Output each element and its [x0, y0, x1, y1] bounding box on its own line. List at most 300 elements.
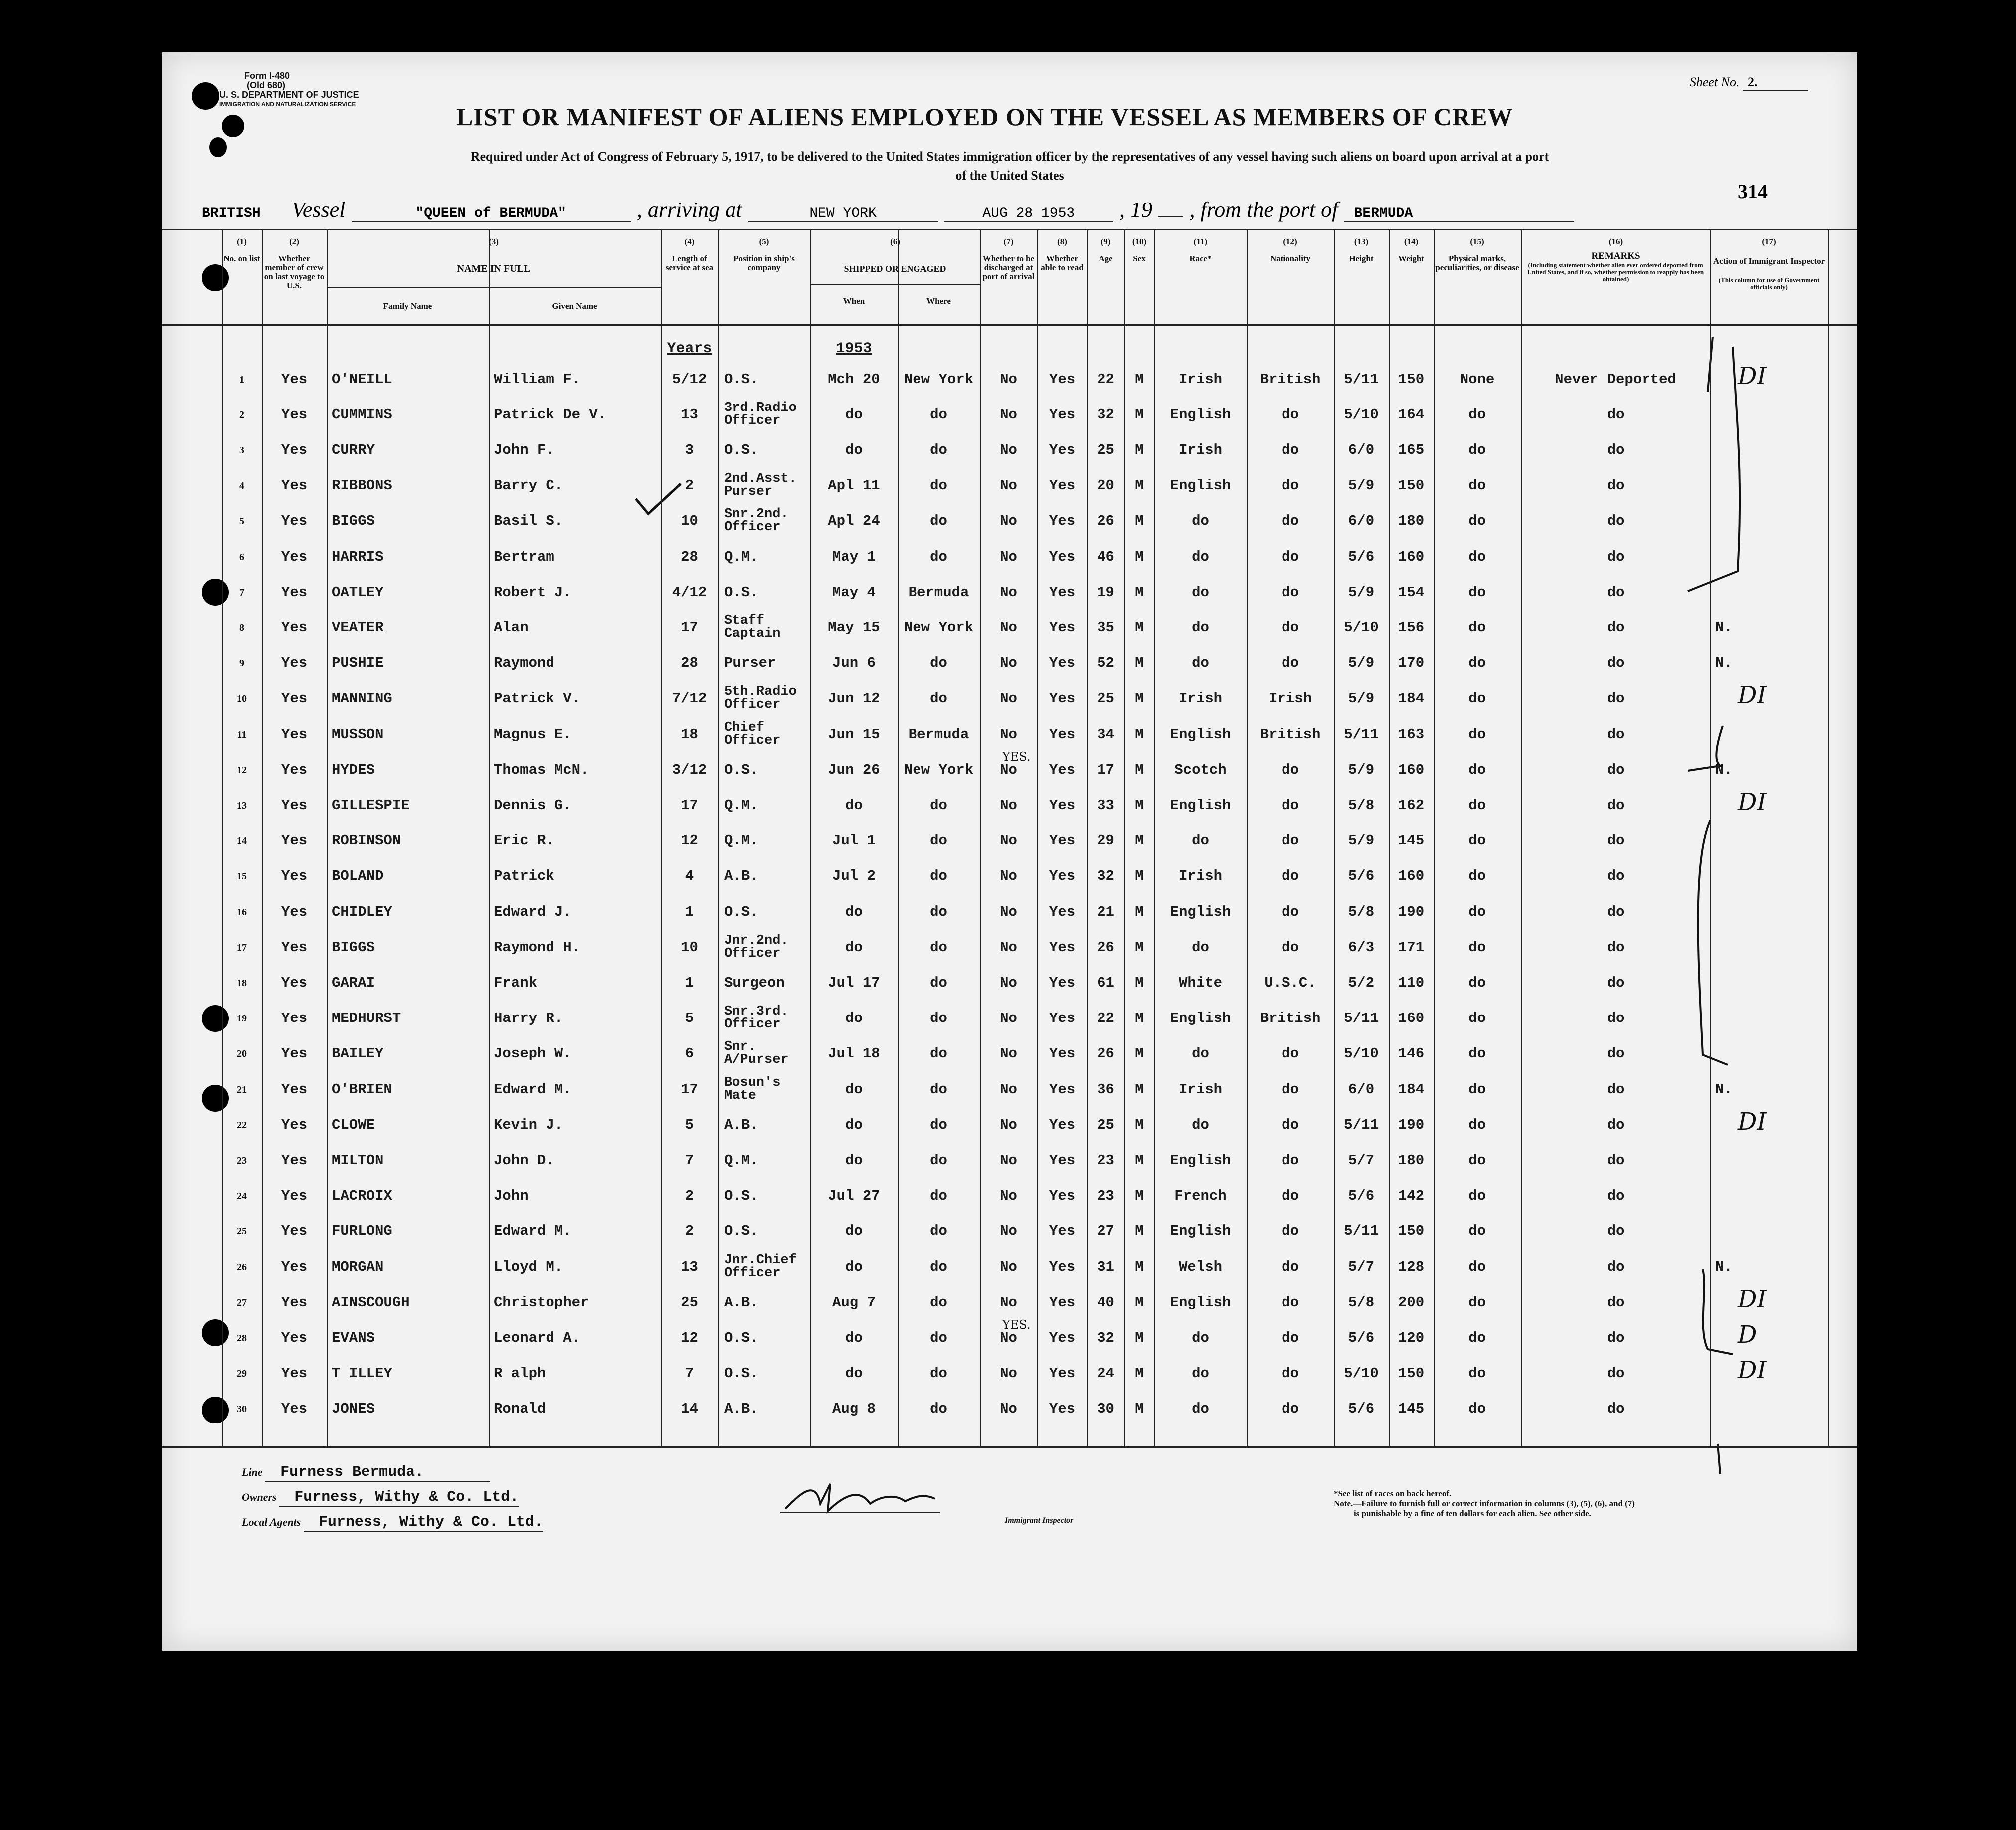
row-race: French	[1174, 1188, 1227, 1205]
row-discharged: No	[1000, 1401, 1017, 1418]
row-marks: do	[1468, 1294, 1486, 1311]
row-height: 5/2	[1348, 975, 1375, 991]
row-where: do	[930, 797, 947, 813]
row-number: 30	[237, 1404, 247, 1415]
row-length: 10	[681, 939, 698, 956]
column-rule	[489, 229, 490, 1446]
row-discharged: No	[1000, 1258, 1017, 1275]
row-marks: do	[1468, 832, 1486, 849]
row-remarks: do	[1607, 1188, 1625, 1205]
row-marks: do	[1468, 1081, 1486, 1098]
row-height: 5/9	[1348, 477, 1375, 494]
row-weight: 150	[1398, 1223, 1425, 1240]
row-read: Yes	[1049, 442, 1076, 458]
head-given-name: Given Name	[552, 301, 597, 311]
row-nationality: do	[1282, 477, 1299, 494]
row-nationality: do	[1282, 1152, 1299, 1169]
row-length: 17	[681, 797, 698, 813]
head-nationality: Nationality	[1270, 254, 1311, 263]
row-height: 5/7	[1348, 1152, 1375, 1169]
row-age: 32	[1097, 1330, 1114, 1346]
row-when: do	[845, 442, 863, 458]
row-number: 29	[237, 1368, 247, 1380]
page-title: LIST OR MANIFEST OF ALIENS EMPLOYED ON THE VESSEL AS MEMBERS OF CREW	[456, 103, 1513, 131]
row-length: 2	[685, 1188, 694, 1205]
row-nationality: U.S.C.	[1264, 975, 1316, 991]
row-position: 3rd.Radio Officer	[724, 400, 797, 428]
row-height: 5/9	[1348, 761, 1375, 778]
row-position: O.S.	[724, 1188, 759, 1205]
row-length: 7	[685, 1152, 694, 1169]
row-nationality: do	[1282, 1401, 1299, 1418]
row-marks: do	[1468, 1152, 1486, 1169]
row-when: do	[845, 406, 863, 423]
row-family-name: BIGGS	[332, 513, 375, 530]
row-where: do	[930, 903, 947, 920]
row-length: 28	[681, 548, 698, 565]
footer-line	[242, 1464, 490, 1482]
column-rule	[1828, 229, 1829, 1446]
row-read: Yes	[1049, 1330, 1076, 1346]
row-number: 26	[237, 1261, 247, 1273]
row-age: 27	[1097, 1223, 1114, 1240]
row-marks: do	[1468, 761, 1486, 778]
row-length: 4	[685, 868, 694, 885]
row-given-name: Patrick De V.	[494, 406, 607, 423]
row-age: 26	[1097, 513, 1114, 530]
row-nationality: do	[1282, 797, 1299, 813]
row-marks: do	[1468, 1330, 1486, 1346]
row-member: Yes	[281, 1081, 308, 1098]
inspector-signature	[780, 1474, 940, 1519]
row-number: 27	[237, 1297, 247, 1308]
row-discharged: No	[1000, 903, 1017, 920]
row-member: Yes	[281, 726, 308, 743]
form-number: Form I-480	[244, 71, 290, 81]
row-action: DI	[1738, 681, 1767, 710]
row-read: Yes	[1049, 832, 1076, 849]
row-discharged: No	[1000, 1365, 1017, 1382]
row-where: do	[930, 939, 947, 956]
row-where: do	[930, 1010, 947, 1027]
row-weight: 162	[1398, 797, 1425, 813]
vessel-label: Vessel	[291, 198, 346, 222]
head-remarks-sub: (Including statement whether alien ever ordered deported from United States, and if so, whether permission to reapply has been obtained)	[1527, 261, 1704, 283]
row-race: do	[1192, 548, 1209, 565]
row-given-name: R alph	[494, 1365, 546, 1382]
row-race: Irish	[1178, 442, 1222, 458]
row-number: 8	[239, 622, 244, 633]
row-remarks: do	[1607, 939, 1625, 956]
row-member: Yes	[281, 1010, 308, 1027]
row-family-name: HARRIS	[332, 548, 384, 565]
row-read: Yes	[1049, 1401, 1076, 1418]
column-number: (7)	[1003, 237, 1014, 246]
row-marks: do	[1468, 726, 1486, 743]
row-when: do	[845, 797, 863, 813]
row-given-name: John F.	[494, 442, 554, 458]
row-given-name: Robert J.	[494, 584, 572, 601]
row-number: 23	[237, 1155, 247, 1166]
row-member: Yes	[281, 1330, 308, 1346]
row-nationality: do	[1282, 1330, 1299, 1346]
years-subheader: Years	[667, 340, 712, 357]
row-race: Irish	[1178, 1081, 1222, 1098]
row-length: 7/12	[672, 690, 707, 707]
column-number: (8)	[1057, 237, 1067, 246]
row-family-name: ROBINSON	[332, 832, 401, 849]
row-discharged: No	[1000, 761, 1017, 778]
row-given-name: Patrick V.	[494, 690, 581, 707]
row-family-name: O'NEILL	[332, 371, 392, 388]
row-race: do	[1192, 1365, 1209, 1382]
row-race: Irish	[1178, 868, 1222, 885]
row-sex: M	[1135, 513, 1144, 530]
row-remarks: do	[1607, 1401, 1625, 1418]
row-sex: M	[1135, 1294, 1144, 1311]
row-age: 20	[1097, 477, 1114, 494]
row-sex: M	[1135, 548, 1144, 565]
row-remarks: Never Deported	[1555, 371, 1676, 388]
row-weight: 142	[1398, 1188, 1425, 1205]
row-discharged: No	[1000, 1152, 1017, 1169]
row-discharged: No	[1000, 619, 1017, 636]
row-nationality: do	[1282, 1188, 1299, 1205]
row-when: do	[845, 1365, 863, 1382]
row-family-name: MORGAN	[332, 1258, 384, 1275]
row-age: 24	[1097, 1365, 1114, 1382]
row-discharged: No	[1000, 371, 1017, 388]
column-number: (4)	[684, 237, 695, 246]
row-sex: M	[1135, 690, 1144, 707]
row-where: do	[930, 1045, 947, 1062]
row-sex: M	[1135, 1081, 1144, 1098]
row-height: 6/0	[1348, 513, 1375, 530]
row-race: Irish	[1178, 371, 1222, 388]
row-member: Yes	[281, 903, 308, 920]
torn-corner	[209, 137, 227, 157]
head-shipped: SHIPPED OR ENGAGED	[844, 264, 946, 274]
row-discharged: No	[1000, 442, 1017, 458]
page-number: 314	[1738, 180, 1768, 203]
row-number: 14	[237, 835, 247, 847]
row-race: White	[1178, 975, 1222, 991]
arriving-label: , arriving at	[636, 198, 742, 222]
row-action: DI	[1738, 1356, 1767, 1385]
agents-value: Furness, Withy & Co. Ltd.	[304, 1514, 543, 1532]
row-given-name: Edward M.	[494, 1081, 572, 1098]
row-height: 5/6	[1348, 1188, 1375, 1205]
row-remarks: do	[1607, 1294, 1625, 1311]
row-marks: do	[1468, 975, 1486, 991]
row-number: 16	[237, 906, 247, 918]
row-weight: 150	[1398, 371, 1425, 388]
column-rule	[1710, 229, 1711, 1446]
row-where: do	[930, 690, 947, 707]
row-number: 11	[237, 729, 247, 740]
row-when: do	[845, 1152, 863, 1169]
row-family-name: O'BRIEN	[332, 1081, 392, 1098]
row-given-name: Frank	[494, 975, 538, 991]
vessel-name: "QUEEN of BERMUDA"	[352, 206, 631, 222]
row-height: 5/11	[1344, 1223, 1379, 1240]
row-remarks: do	[1607, 1010, 1625, 1027]
row-where: do	[930, 1188, 947, 1205]
row-action: N.	[1715, 655, 1733, 672]
head-read: Whether able to read	[1041, 254, 1084, 272]
row-length: 5	[685, 1010, 694, 1027]
row-read: Yes	[1049, 1188, 1076, 1205]
row-age: 36	[1097, 1081, 1114, 1098]
row-age: 32	[1097, 406, 1114, 423]
row-height: 5/8	[1348, 903, 1375, 920]
row-when: do	[845, 939, 863, 956]
row-read: Yes	[1049, 1081, 1076, 1098]
row-read: Yes	[1049, 1365, 1076, 1382]
row-member: Yes	[281, 761, 308, 778]
row-given-name: Raymond	[494, 655, 554, 672]
head-no: No. on list	[223, 254, 260, 263]
row-marks: do	[1468, 655, 1486, 672]
row-marks: do	[1468, 584, 1486, 601]
form-old-number: (Old 680)	[247, 80, 286, 90]
row-read: Yes	[1049, 868, 1076, 885]
row-weight: 160	[1398, 868, 1425, 885]
row-read: Yes	[1049, 903, 1076, 920]
row-nationality: do	[1282, 584, 1299, 601]
manifest-sheet	[162, 52, 1857, 1651]
row-sex: M	[1135, 797, 1144, 813]
row-nationality: do	[1282, 939, 1299, 956]
row-weight: 145	[1398, 1401, 1425, 1418]
row-age: 26	[1097, 939, 1114, 956]
row-member: Yes	[281, 655, 308, 672]
row-when: do	[845, 1081, 863, 1098]
row-when: do	[845, 1010, 863, 1027]
row-number: 5	[239, 516, 244, 527]
row-member: Yes	[281, 1188, 308, 1205]
row-given-name: Basil S.	[494, 513, 563, 530]
row-race: Welsh	[1178, 1258, 1222, 1275]
row-sex: M	[1135, 1223, 1144, 1240]
row-number: 20	[237, 1048, 247, 1060]
row-remarks: do	[1607, 761, 1625, 778]
row-remarks: do	[1607, 584, 1625, 601]
row-race: English	[1170, 1223, 1231, 1240]
head-when: When	[843, 296, 865, 306]
head-family-name: Family Name	[383, 301, 432, 311]
row-action: DI	[1738, 362, 1767, 390]
row-sex: M	[1135, 584, 1144, 601]
row-length: 12	[681, 1330, 698, 1346]
row-where: New York	[904, 371, 974, 388]
row-member: Yes	[281, 1152, 308, 1169]
row-age: 23	[1097, 1152, 1114, 1169]
row-nationality: British	[1260, 1010, 1321, 1027]
year-label: , 19	[1119, 198, 1153, 222]
row-given-name: Leonard A.	[494, 1330, 581, 1346]
row-member: Yes	[281, 619, 308, 636]
row-weight: 150	[1398, 1365, 1425, 1382]
row-read: Yes	[1049, 1116, 1076, 1133]
row-read: Yes	[1049, 477, 1076, 494]
row-family-name: MEDHURST	[332, 1010, 401, 1027]
row-where: do	[930, 1223, 947, 1240]
row-nationality: Irish	[1268, 690, 1312, 707]
row-position: Q.M.	[724, 797, 759, 813]
row-length: 2	[685, 1223, 694, 1240]
row-position: Chief Officer	[724, 720, 781, 748]
row-number: 3	[239, 445, 244, 456]
row-position: O.S.	[724, 1365, 759, 1382]
row-age: 25	[1097, 690, 1114, 707]
row-action: DI	[1738, 1107, 1767, 1136]
row-action: N.	[1715, 1258, 1733, 1275]
row-height: 5/6	[1348, 868, 1375, 885]
column-number: (16)	[1608, 237, 1623, 246]
row-position: A.B.	[724, 1401, 759, 1418]
head-height: Height	[1349, 254, 1374, 263]
form-header	[219, 71, 359, 109]
row-position: Snr. A/Purser	[724, 1039, 789, 1068]
row-where: do	[930, 975, 947, 991]
row-discharged: No	[1000, 690, 1017, 707]
row-nationality: do	[1282, 406, 1299, 423]
row-race: Irish	[1178, 690, 1222, 707]
row-where: New York	[904, 619, 974, 636]
row-member: Yes	[281, 513, 308, 530]
arrival-port: NEW YORK	[748, 206, 938, 222]
row-discharged: No	[1000, 584, 1017, 601]
row-length: 3	[685, 442, 694, 458]
row-weight: 160	[1398, 761, 1425, 778]
row-nationality: do	[1282, 1081, 1299, 1098]
row-discharged: No	[1000, 1116, 1017, 1133]
row-read: Yes	[1049, 655, 1076, 672]
row-when: Mch 20	[828, 371, 880, 388]
row-when: Jun 12	[828, 690, 880, 707]
row-nationality: do	[1282, 1223, 1299, 1240]
row-marks: do	[1468, 797, 1486, 813]
row-nationality: British	[1260, 371, 1321, 388]
torn-corner	[192, 82, 219, 110]
note-3: is punishable by a fine of ten dollars for each alien. See other side.	[1354, 1509, 1591, 1518]
subtitle-line-2: of the United States	[955, 168, 1064, 183]
row-length: 14	[681, 1401, 698, 1418]
row-height: 5/11	[1344, 371, 1379, 388]
column-number: (9)	[1100, 237, 1111, 246]
row-weight: 154	[1398, 584, 1425, 601]
row-sex: M	[1135, 619, 1144, 636]
row-nationality: do	[1282, 1365, 1299, 1382]
row-race: do	[1192, 584, 1209, 601]
row-position: Jnr.2nd. Officer	[724, 933, 789, 961]
row-number: 22	[237, 1119, 247, 1131]
row-race: English	[1170, 726, 1231, 743]
name-sub-rule	[327, 287, 661, 288]
row-race: English	[1170, 406, 1231, 423]
row-height: 6/3	[1348, 939, 1375, 956]
row-number: 28	[237, 1333, 247, 1344]
row-weight: 110	[1398, 975, 1425, 991]
row-age: 21	[1097, 903, 1114, 920]
row-race: do	[1192, 1330, 1209, 1346]
row-race: Scotch	[1174, 761, 1227, 778]
row-nationality: do	[1282, 868, 1299, 885]
row-when: do	[845, 1258, 863, 1275]
row-given-name: Kevin J.	[494, 1116, 563, 1133]
row-marks: do	[1468, 513, 1486, 530]
row-given-name: Thomas McN.	[494, 761, 589, 778]
row-family-name: CUMMINS	[332, 406, 392, 423]
row-member: Yes	[281, 690, 308, 707]
row-sex: M	[1135, 1152, 1144, 1169]
head-member: Whether member of crew on last voyage to U.S.	[264, 254, 325, 290]
row-number: 4	[239, 480, 244, 492]
row-age: 30	[1097, 1401, 1114, 1418]
row-where: do	[930, 477, 947, 494]
row-age: 17	[1097, 761, 1114, 778]
row-position: O.S.	[724, 442, 759, 458]
row-when: Apl 24	[828, 513, 880, 530]
row-marks: do	[1468, 1188, 1486, 1205]
row-remarks: do	[1607, 726, 1625, 743]
row-family-name: HYDES	[332, 761, 375, 778]
row-weight: 184	[1398, 1081, 1425, 1098]
row-discharged: No	[1000, 1294, 1017, 1311]
row-height: 5/9	[1348, 832, 1375, 849]
row-where: do	[930, 442, 947, 458]
row-action: D	[1738, 1321, 1757, 1349]
row-remarks: do	[1607, 868, 1625, 885]
row-read: Yes	[1049, 619, 1076, 636]
row-height: 5/11	[1344, 1116, 1379, 1133]
row-weight: 160	[1398, 1010, 1425, 1027]
row-position: O.S.	[724, 903, 759, 920]
row-when: Jul 18	[828, 1045, 880, 1062]
row-member: Yes	[281, 868, 308, 885]
row-member: Yes	[281, 371, 308, 388]
row-discharged: No	[1000, 1010, 1017, 1027]
row-remarks: do	[1607, 548, 1625, 565]
row-weight: 180	[1398, 513, 1425, 530]
row-remarks: do	[1607, 1045, 1625, 1062]
row-given-name: John D.	[494, 1152, 554, 1169]
row-position: O.S.	[724, 584, 759, 601]
row-race: English	[1170, 1010, 1231, 1027]
row-race: English	[1170, 1294, 1231, 1311]
row-length: 10	[681, 513, 698, 530]
row-discharged: No	[1000, 1330, 1017, 1346]
row-discharged: No	[1000, 1223, 1017, 1240]
row-number: 10	[237, 693, 247, 705]
head-weight: Weight	[1398, 254, 1424, 263]
row-given-name: Edward M.	[494, 1223, 572, 1240]
row-position: O.S.	[724, 1223, 759, 1240]
row-age: 26	[1097, 1045, 1114, 1062]
row-given-name: Bertram	[494, 548, 554, 565]
row-given-name: Eric R.	[494, 832, 554, 849]
row-when: May 15	[828, 619, 880, 636]
row-read: Yes	[1049, 1010, 1076, 1027]
row-read: Yes	[1049, 975, 1076, 991]
head-length: Length of service at sea	[665, 254, 714, 272]
row-position: Surgeon	[724, 975, 785, 991]
row-when: do	[845, 1116, 863, 1133]
row-when: Jul 2	[832, 868, 876, 885]
row-sex: M	[1135, 655, 1144, 672]
row-weight: 156	[1398, 619, 1425, 636]
